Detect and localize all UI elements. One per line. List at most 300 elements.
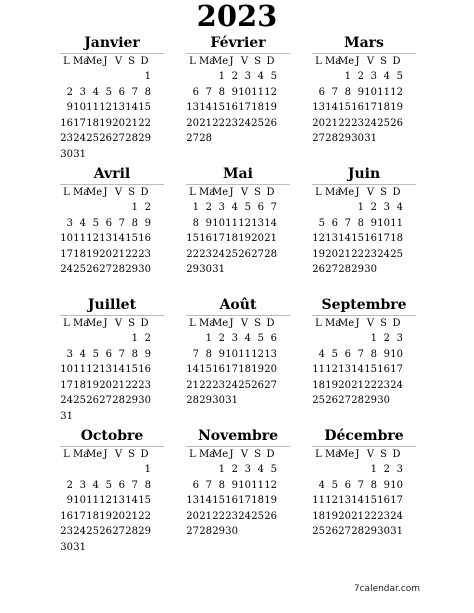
day-cell: 24	[225, 379, 238, 391]
weekday-label: Ma	[199, 187, 216, 198]
day-cell: 24	[238, 117, 251, 129]
weekday-header	[312, 315, 416, 331]
weekday-label: Ma	[325, 187, 342, 198]
day-cell: 26	[99, 526, 112, 537]
day-cell: 5	[105, 86, 112, 98]
day-cell: 17	[73, 510, 86, 522]
weekday-label: J	[103, 318, 108, 329]
day-cell: 28	[125, 526, 138, 537]
weekday-label: S	[380, 56, 387, 67]
day-cell: 21	[186, 379, 199, 391]
weekday-label: S	[128, 449, 135, 460]
empty-cell	[125, 69, 138, 85]
day-cell: 20	[338, 510, 351, 522]
day-cell: 10	[73, 495, 86, 506]
day-cell: 19	[238, 233, 251, 244]
day-cell: 30	[199, 264, 212, 275]
weekday-label: Me	[212, 449, 229, 460]
day-cell: 27	[186, 526, 199, 537]
day-cell: 17	[212, 233, 225, 244]
day-cell: 26	[99, 133, 112, 144]
day-cell: 8	[370, 479, 377, 491]
days-grid	[60, 200, 164, 278]
day-cell: 13	[186, 495, 199, 506]
day-cell: 8	[344, 86, 351, 98]
weekday-label: V	[240, 449, 249, 460]
day-cell: 7	[357, 348, 364, 360]
day-cell: 10	[60, 364, 73, 375]
weekday-header	[186, 53, 290, 69]
day-cell: 20	[99, 379, 112, 391]
weekday-label: Ma	[325, 449, 342, 460]
day-cell: 6	[105, 217, 112, 229]
weekday-label: S	[128, 318, 135, 329]
month-block	[186, 33, 290, 164]
weekday-label: D	[266, 318, 275, 329]
day-cell: 7	[344, 217, 351, 229]
day-cell: 1	[218, 464, 225, 475]
day-cell: 6	[192, 86, 199, 98]
day-cell: 11	[390, 217, 403, 229]
day-cell: 24	[377, 248, 390, 260]
empty-cell	[312, 331, 325, 347]
empty-cell	[186, 69, 199, 85]
day-cell: 16	[199, 233, 212, 244]
day-cell: 19	[86, 248, 99, 260]
day-cell: 23	[212, 379, 225, 391]
month-block	[60, 33, 164, 164]
month-row	[60, 164, 416, 295]
days-grid	[186, 462, 290, 540]
day-cell: 4	[92, 479, 99, 491]
weekday-label: V	[240, 56, 249, 67]
day-cell: 12	[325, 495, 338, 506]
day-cell: 18	[73, 248, 86, 260]
empty-cell	[186, 331, 199, 347]
day-cell: 26	[312, 264, 325, 275]
day-cell: 6	[118, 86, 125, 98]
month-name: Février	[210, 35, 266, 51]
weekday-label: J	[103, 187, 108, 198]
day-cell: 17	[364, 102, 377, 113]
day-cell: 30	[212, 395, 225, 406]
weekday-label: Me	[338, 449, 355, 460]
weekday-header	[60, 53, 164, 69]
day-cell: 16	[364, 233, 377, 244]
day-cell: 20	[312, 117, 325, 129]
day-cell: 2	[218, 333, 225, 344]
weekday-header	[312, 184, 416, 200]
day-cell: 15	[199, 364, 212, 375]
day-cell: 5	[244, 202, 251, 213]
weekday-label: J	[103, 449, 108, 460]
month-name: Juillet	[87, 297, 137, 313]
day-cell: 27	[99, 264, 112, 275]
weekday-label: L	[63, 187, 70, 198]
day-cell: 5	[331, 348, 338, 360]
day-cell: 8	[218, 479, 225, 491]
month-row	[60, 33, 416, 164]
day-cell: 4	[383, 71, 390, 82]
day-cell: 30	[60, 148, 73, 160]
day-cell: 20	[325, 248, 338, 260]
empty-cell	[60, 69, 73, 85]
day-cell: 23	[225, 510, 238, 522]
day-cell: 9	[231, 479, 238, 491]
day-cell: 13	[99, 364, 112, 375]
day-cell: 19	[251, 364, 264, 375]
empty-cell	[112, 462, 125, 478]
day-cell: 25	[390, 248, 403, 260]
day-cell: 12	[86, 233, 99, 244]
day-cell: 10	[238, 479, 251, 491]
day-cell: 9	[357, 86, 364, 98]
day-cell: 31	[364, 133, 377, 144]
empty-cell	[112, 69, 125, 85]
month-name: Juin	[347, 166, 381, 182]
day-cell: 25	[312, 395, 325, 406]
day-cell: 7	[270, 202, 277, 213]
empty-cell	[351, 331, 364, 347]
day-cell: 23	[364, 248, 377, 260]
empty-cell	[112, 200, 125, 216]
day-cell: 29	[338, 133, 351, 144]
weekday-header	[186, 446, 290, 462]
weekday-label: D	[140, 187, 149, 198]
weekday-label: L	[63, 56, 70, 67]
day-cell: 30	[60, 541, 73, 553]
day-cell: 16	[138, 233, 151, 244]
weekday-label: L	[189, 449, 196, 460]
day-cell: 9	[66, 495, 73, 506]
day-cell: 15	[212, 102, 225, 113]
day-cell: 11	[251, 479, 264, 491]
day-cell: 4	[257, 464, 264, 475]
weekday-label: Ma	[73, 318, 90, 329]
day-cell: 18	[251, 102, 264, 113]
weekday-label: D	[140, 449, 149, 460]
month-name: Septembre	[321, 297, 407, 313]
weekday-label: J	[229, 187, 234, 198]
empty-cell	[73, 331, 86, 347]
day-cell: 3	[383, 202, 390, 213]
day-cell: 6	[118, 479, 125, 491]
weekday-label: L	[315, 318, 322, 329]
day-cell: 24	[390, 510, 403, 522]
days-grid	[60, 69, 164, 162]
day-cell: 27	[112, 133, 125, 144]
month-block	[60, 295, 164, 426]
day-cell: 25	[251, 510, 264, 522]
day-cell: 25	[377, 117, 390, 129]
day-cell: 11	[73, 233, 86, 244]
day-cell: 21	[264, 233, 277, 244]
empty-cell	[60, 200, 73, 216]
day-cell: 23	[199, 248, 212, 260]
weekday-label: V	[366, 56, 375, 67]
weekday-label: J	[355, 56, 360, 67]
day-cell: 18	[225, 233, 238, 244]
weekday-label: D	[392, 449, 401, 460]
day-cell: 19	[390, 102, 403, 113]
day-cell: 3	[244, 464, 251, 475]
empty-cell	[86, 462, 99, 478]
day-cell: 22	[186, 248, 199, 260]
day-cell: 25	[86, 133, 99, 144]
day-cell: 11	[225, 217, 238, 229]
weekday-label: Me	[86, 318, 103, 329]
day-cell: 18	[251, 495, 264, 506]
weekday-label: Me	[338, 56, 355, 67]
empty-cell	[199, 69, 212, 85]
day-cell: 7	[357, 479, 364, 491]
empty-cell	[325, 69, 338, 85]
day-cell: 15	[138, 495, 151, 506]
day-cell: 7	[192, 348, 199, 360]
weekday-label: V	[114, 56, 123, 67]
day-cell: 1	[144, 71, 151, 82]
day-cell: 5	[92, 348, 99, 360]
day-cell: 22	[199, 379, 212, 391]
day-cell: 7	[205, 86, 212, 98]
weekday-label: Ma	[73, 187, 90, 198]
day-cell: 14	[112, 364, 125, 375]
empty-cell	[325, 200, 338, 216]
day-cell: 31	[73, 541, 86, 553]
day-cell: 29	[351, 264, 364, 275]
day-cell: 22	[212, 117, 225, 129]
day-cell: 20	[186, 510, 199, 522]
weekday-label: V	[114, 318, 123, 329]
day-cell: 9	[383, 348, 390, 360]
weekday-label: S	[254, 187, 261, 198]
day-cell: 27	[186, 133, 199, 144]
day-cell: 25	[312, 526, 325, 537]
weekday-label: J	[355, 318, 360, 329]
weekday-label: V	[114, 449, 123, 460]
weekday-header	[186, 184, 290, 200]
day-cell: 21	[351, 510, 364, 522]
day-cell: 1	[205, 333, 212, 344]
day-cell: 21	[199, 117, 212, 129]
weekday-label: S	[128, 56, 135, 67]
days-grid	[312, 331, 416, 409]
day-cell: 24	[238, 510, 251, 522]
day-cell: 14	[125, 495, 138, 506]
day-cell: 26	[238, 248, 251, 260]
day-cell: 21	[112, 248, 125, 260]
day-cell: 29	[212, 526, 225, 537]
day-cell: 11	[312, 364, 325, 375]
weekday-header	[186, 315, 290, 331]
day-cell: 3	[218, 202, 225, 213]
day-cell: 5	[318, 217, 325, 229]
weekday-label: S	[380, 318, 387, 329]
day-cell: 31	[212, 264, 225, 275]
day-cell: 9	[218, 348, 225, 360]
day-cell: 28	[125, 133, 138, 144]
day-cell: 22	[364, 510, 377, 522]
day-cell: 2	[144, 333, 151, 344]
empty-cell	[338, 331, 351, 347]
day-cell: 21	[199, 510, 212, 522]
day-cell: 27	[338, 395, 351, 406]
day-cell: 26	[325, 395, 338, 406]
day-cell: 2	[357, 71, 364, 82]
day-cell: 5	[257, 333, 264, 344]
weekday-label: L	[189, 56, 196, 67]
month-name: Avril	[93, 166, 131, 182]
day-cell: 11	[86, 102, 99, 113]
day-cell: 29	[364, 395, 377, 406]
day-cell: 23	[60, 526, 73, 537]
empty-cell	[86, 200, 99, 216]
day-cell: 2	[66, 86, 73, 98]
day-cell: 9	[205, 217, 212, 229]
weekday-label: L	[63, 449, 70, 460]
day-cell: 16	[60, 117, 73, 129]
month-block	[312, 426, 416, 557]
day-cell: 30	[351, 133, 364, 144]
empty-cell	[325, 331, 338, 347]
days-grid	[186, 331, 290, 409]
day-cell: 26	[86, 395, 99, 406]
day-cell: 22	[125, 379, 138, 391]
day-cell: 5	[270, 71, 277, 82]
weekday-header	[312, 446, 416, 462]
day-cell: 14	[125, 102, 138, 113]
day-cell: 1	[357, 202, 364, 213]
month-name: Janvier	[84, 35, 140, 51]
day-cell: 27	[312, 133, 325, 144]
weekday-label: V	[240, 318, 249, 329]
weekday-label: J	[103, 56, 108, 67]
day-cell: 30	[138, 395, 151, 406]
day-cell: 10	[225, 348, 238, 360]
day-cell: 20	[99, 248, 112, 260]
month-block	[60, 164, 164, 295]
weekday-label: V	[114, 187, 123, 198]
days-grid	[312, 69, 416, 147]
day-cell: 13	[312, 102, 325, 113]
weekday-label: J	[229, 56, 234, 67]
day-cell: 28	[338, 264, 351, 275]
day-cell: 29	[199, 395, 212, 406]
day-cell: 23	[377, 379, 390, 391]
day-cell: 17	[60, 248, 73, 260]
day-cell: 11	[238, 348, 251, 360]
day-cell: 6	[257, 202, 264, 213]
day-cell: 3	[79, 479, 86, 491]
day-cell: 14	[338, 233, 351, 244]
day-cell: 8	[131, 217, 138, 229]
day-cell: 22	[125, 248, 138, 260]
day-cell: 25	[73, 264, 86, 275]
empty-cell	[312, 462, 325, 478]
day-cell: 12	[325, 364, 338, 375]
day-cell: 14	[351, 364, 364, 375]
day-cell: 16	[138, 364, 151, 375]
empty-cell	[338, 462, 351, 478]
day-cell: 28	[199, 526, 212, 537]
day-cell: 13	[251, 217, 264, 229]
weekday-label: L	[63, 318, 70, 329]
day-cell: 18	[390, 233, 403, 244]
day-cell: 31	[390, 526, 403, 537]
weekday-label: Me	[212, 318, 229, 329]
day-cell: 12	[86, 364, 99, 375]
day-cell: 17	[390, 364, 403, 375]
day-cell: 6	[331, 217, 338, 229]
day-cell: 28	[351, 526, 364, 537]
days-grid	[186, 200, 290, 278]
day-cell: 15	[125, 364, 138, 375]
weekday-label: D	[140, 56, 149, 67]
day-cell: 15	[351, 233, 364, 244]
day-cell: 11	[377, 86, 390, 98]
day-cell: 28	[186, 395, 199, 406]
day-cell: 21	[325, 117, 338, 129]
weekday-label: Ma	[199, 56, 216, 67]
day-cell: 6	[192, 479, 199, 491]
day-cell: 4	[92, 86, 99, 98]
day-cell: 26	[251, 379, 264, 391]
day-cell: 8	[370, 348, 377, 360]
day-cell: 17	[377, 233, 390, 244]
weekday-label: V	[240, 187, 249, 198]
day-cell: 24	[73, 133, 86, 144]
day-cell: 28	[351, 395, 364, 406]
day-cell: 2	[383, 333, 390, 344]
day-cell: 29	[138, 133, 151, 144]
weekday-label: J	[355, 187, 360, 198]
weekday-label: Me	[338, 187, 355, 198]
day-cell: 9	[144, 217, 151, 229]
day-cell: 4	[244, 333, 251, 344]
empty-cell	[99, 200, 112, 216]
weekday-label: D	[266, 187, 275, 198]
day-cell: 26	[86, 264, 99, 275]
weekday-label: J	[229, 449, 234, 460]
day-cell: 5	[396, 71, 403, 82]
days-grid	[186, 69, 290, 147]
day-cell: 24	[73, 526, 86, 537]
day-cell: 31	[73, 148, 86, 160]
day-cell: 9	[66, 102, 73, 113]
day-cell: 14	[186, 364, 199, 375]
day-cell: 22	[351, 248, 364, 260]
day-cell: 14	[199, 495, 212, 506]
month-name: Octobre	[80, 428, 144, 444]
day-cell: 8	[205, 348, 212, 360]
day-cell: 26	[390, 117, 403, 129]
day-cell: 24	[364, 117, 377, 129]
day-cell: 6	[105, 348, 112, 360]
day-cell: 30	[377, 395, 390, 406]
day-cell: 2	[383, 464, 390, 475]
day-cell: 18	[312, 510, 325, 522]
day-cell: 4	[257, 71, 264, 82]
day-cell: 17	[60, 379, 73, 391]
month-block	[186, 164, 290, 295]
empty-cell	[199, 462, 212, 478]
day-cell: 3	[231, 333, 238, 344]
day-cell: 1	[344, 71, 351, 82]
day-cell: 23	[138, 248, 151, 260]
day-cell: 15	[138, 102, 151, 113]
day-cell: 19	[312, 248, 325, 260]
weekday-label: V	[366, 449, 375, 460]
